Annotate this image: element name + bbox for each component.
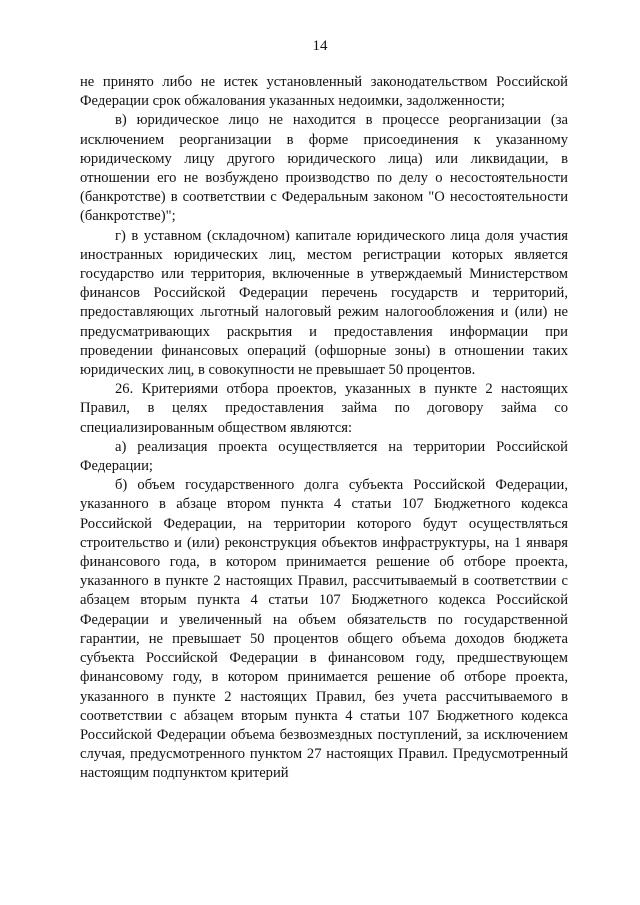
paragraph-clause-26: 26. Критериями отбора проектов, указанных в пункте 2 настоящих Правил, в целях предоставления займа по договору займа со специализированным обществом являются: [80,381,568,436]
paragraph-item-a: а) реализация проекта осуществляется на территории Российской Федерации; [80,438,568,475]
page-number: 14 [312,38,328,54]
paragraph-item-g: г) в уставном (складочном) капитале юридического лица доля участия иностранных юридических лиц, местом регистрации которых является государство или территория, включенные в утверждаемый Министерством финансов Российской Федерации перечень государств и территорий, предоставляющих льготный налоговый режим налогообложения и (или) не предусматривающих раскрытия и предоставления информации при проведении финансовых операций (офшорные зоны) в отношении таких юридических лиц, в совокупности не превышает 50 процентов. [80,227,568,379]
document-body [80,73,568,784]
paragraph-item-v: в) юридическое лицо не находится в процессе реорганизации (за исключением реорганизации в форме присоединения к указанному юридическому лицу другого юридического лица) или ликвидации, в отношении его не возбуждено производство по делу о несостоятельности (банкротстве) в соответствии с Федеральным законом "О несостоятельности (банкротстве)"; [80,112,568,225]
paragraph-continuation: не принято либо не истек установленный законодательством Российской Федерации срок обжалования указанных недоимки, задолженности; [80,74,568,110]
paragraph-item-b: б) объем государственного долга субъекта Российской Федерации, указанного в абзаце втором пункта 4 статьи 107 Бюджетного кодекса Российской Федерации, на территории которого будут осуществляться строительство и (или) реконструкция объектов инфраструктуры, на 1 января финансового года, в котором принимается решение об отборе проекта, указанного в пункте 2 настоящих Правил, рассчитываемый в соответствии с абзацем вторым пункта 4 статьи 107 Бюджетного кодекса Российской Федерации и увеличенный на объем обязательств по государственной гарантии, не превышает 50 процентов общего объема доходов бюджета субъекта Российской Федерации в финансовом году, предшествующем финансовому году, в котором принимается решение об отборе проекта, указанного в пункте 2 настоящих Правил, без учета рассчитываемого в соответствии с абзацем вторым пункта 4 статьи 107 Бюджетного кодекса Российской Федерации объема безвозмездных поступлений, за исключением случая, предусмотренного пунктом 27 настоящих Правил. Предусмотренный настоящим подпунктом критерий [80,477,568,782]
